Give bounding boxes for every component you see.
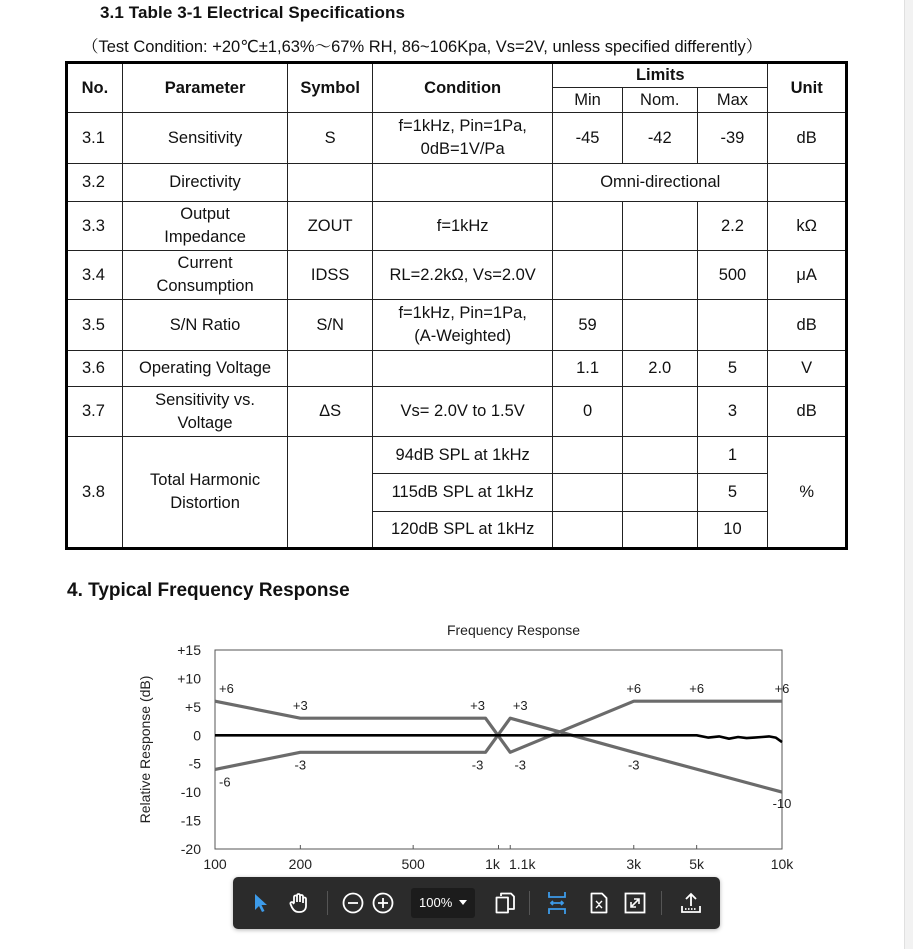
table-row [67,387,847,437]
header-max: Max [697,88,768,113]
y-axis-label: Relative Response (dB) [137,675,153,824]
cell-condition: 120dB SPL at 1kHz [373,512,553,549]
cell-min [553,512,623,549]
table-row [67,251,847,300]
cell-parameter: S/N Ratio [122,300,287,351]
x-tick-label: 100 [203,856,227,872]
cell-condition: f=1kHz [373,202,553,251]
page-copy-icon[interactable] [489,887,521,919]
cell-max: 500 [697,251,768,300]
cell-max: 5 [697,474,768,512]
data-label: -3 [514,757,527,773]
data-label: +3 [470,698,485,714]
zoom-in-icon[interactable] [367,887,399,919]
y-tick-label: 0 [193,727,201,744]
data-label: -3 [471,757,484,773]
cell-no: 3.8 [67,437,123,549]
cell-no: 3.7 [67,387,123,437]
cell-symbol [288,437,373,549]
test-condition: （Test Condition: +20℃±1,63%～67% RH, 86~106Kpa, Vs=2V, unless specified differently） [82,38,763,56]
data-label: +3 [292,698,308,714]
cell-nom [622,387,697,437]
cell-nom [622,474,697,512]
section-title: 3.1 Table 3-1 Electrical Specifications [100,3,405,22]
export-icon[interactable] [675,887,707,919]
cell-condition: 94dB SPL at 1kHz [373,437,553,474]
cell-no: 3.1 [67,113,123,164]
cell-min [553,474,623,512]
data-label: +6 [219,681,234,697]
chevron-down-icon [459,900,467,906]
table-row [67,113,847,164]
zoom-out-icon[interactable] [337,887,369,919]
data-label: -3 [294,757,307,773]
data-label: -10 [772,796,792,812]
plot-frame [215,650,782,849]
cell-no: 3.5 [67,300,123,351]
chart-svg [120,615,820,885]
y-tick-label: -5 [188,755,201,772]
pan-hand-icon[interactable] [283,887,315,919]
cell-max: 10 [697,512,768,549]
cell-nom [622,251,697,300]
table-row [67,164,847,202]
header-unit: Unit [768,63,847,113]
toolbar-separator [327,891,328,915]
table-row [67,202,847,251]
table-row [67,437,847,474]
cell-condition: Vs= 2.0V to 1.5V [373,387,553,437]
x-tick-label: 3k [626,856,642,872]
cell-max: 2.2 [697,202,768,251]
cell-no: 3.6 [67,351,123,387]
header-limits: Limits [553,63,768,88]
zoom-level-select[interactable] [411,888,475,918]
data-label: -3 [627,757,640,773]
table-row [67,351,847,387]
cell-nom [622,437,697,474]
cell-parameter: Total Harmonic Distortion [122,437,287,549]
cell-limits: Omni-directional [553,164,768,202]
header-min: Min [553,88,623,113]
cell-max: 3 [697,387,768,437]
y-tick-label: +5 [185,698,201,715]
cell-min: 0 [553,387,623,437]
fit-page-icon[interactable] [583,887,615,919]
section4-title: 4. Typical Frequency Response [67,580,350,601]
x-tick-label: 10k [770,856,794,872]
toolbar-separator [661,891,662,915]
cell-unit: μA [768,251,847,300]
cell-max: 1 [697,437,768,474]
cell-min: 59 [553,300,623,351]
cell-unit: kΩ [768,202,847,251]
y-tick-label: +10 [177,670,201,687]
data-label: +6 [626,681,642,697]
y-tick-label: +15 [177,642,201,658]
header-condition: Condition [373,63,553,113]
cell-unit: V [768,351,847,387]
cell-parameter: Sensitivity [122,113,287,164]
cell-parameter: Operating Voltage [122,351,287,387]
select-arrow-icon[interactable] [245,887,277,919]
cell-unit: dB [768,113,847,164]
cell-min [553,437,623,474]
cell-no: 3.4 [67,251,123,300]
cell-symbol [288,351,373,387]
cell-nom: 2.0 [622,351,697,387]
frequency-response-chart [120,615,820,885]
cell-condition: RL=2.2kΩ, Vs=2.0V [373,251,553,300]
cell-parameter: Directivity [122,164,287,202]
zoom-value: 100% [419,895,453,910]
cell-parameter: Current Consumption [122,251,287,300]
cell-min: -45 [553,113,623,164]
x-tick-label: 200 [288,856,313,872]
cell-condition: f=1kHz, Pin=1Pa, (A-Weighted) [373,300,553,351]
cell-unit [768,164,847,202]
header-symbol: Symbol [288,63,373,113]
cell-nom [622,202,697,251]
toolbar-separator [529,891,530,915]
table-row [67,300,847,351]
y-tick-label: -10 [180,784,201,801]
header-parameter: Parameter [122,63,287,113]
header-no: No. [67,63,123,113]
x-tick-label: 5k [689,856,705,872]
cell-parameter: Output Impedance [122,202,287,251]
cell-min [553,251,623,300]
lower-limit-line [215,718,782,792]
cell-nom [622,512,697,549]
cell-min [553,202,623,251]
cell-condition: f=1kHz, Pin=1Pa, 0dB=1V/Pa [373,113,553,164]
cell-condition: 115dB SPL at 1kHz [373,474,553,512]
cell-max: -39 [697,113,768,164]
data-label: +6 [774,681,790,697]
fullscreen-icon[interactable] [619,887,651,919]
cell-no: 3.2 [67,164,123,202]
cell-max [697,300,768,351]
data-label: -6 [219,774,231,790]
scrollbar[interactable] [904,0,913,949]
cell-no: 3.3 [67,202,123,251]
cell-symbol: IDSS [288,251,373,300]
cell-nom [622,300,697,351]
cell-max: 5 [697,351,768,387]
x-tick-label: 1.1k [509,856,536,872]
cell-condition [373,164,553,202]
pdf-toolbar [233,877,720,929]
chart-title: Frequency Response [446,622,581,638]
cell-unit: dB [768,300,847,351]
x-tick-label: 500 [401,856,425,872]
data-label: +3 [512,698,528,714]
cell-symbol [288,164,373,202]
cell-nom: -42 [622,113,697,164]
cell-symbol: ZOUT [288,202,373,251]
cell-unit: dB [768,387,847,437]
y-tick-label: -20 [180,841,201,857]
data-label: +6 [689,681,705,697]
header-nom: Nom. [622,88,697,113]
cell-symbol: S/N [288,300,373,351]
cell-parameter: Sensitivity vs. Voltage [122,387,287,437]
cell-symbol: S [288,113,373,164]
cell-condition [373,351,553,387]
fit-width-icon[interactable] [541,887,573,919]
cell-min: 1.1 [553,351,623,387]
cell-symbol: ΔS [288,387,373,437]
cell-unit: % [768,437,847,549]
x-tick-label: 1k [485,856,500,872]
y-tick-label: -15 [180,812,201,829]
electrical-spec-table [65,61,848,550]
